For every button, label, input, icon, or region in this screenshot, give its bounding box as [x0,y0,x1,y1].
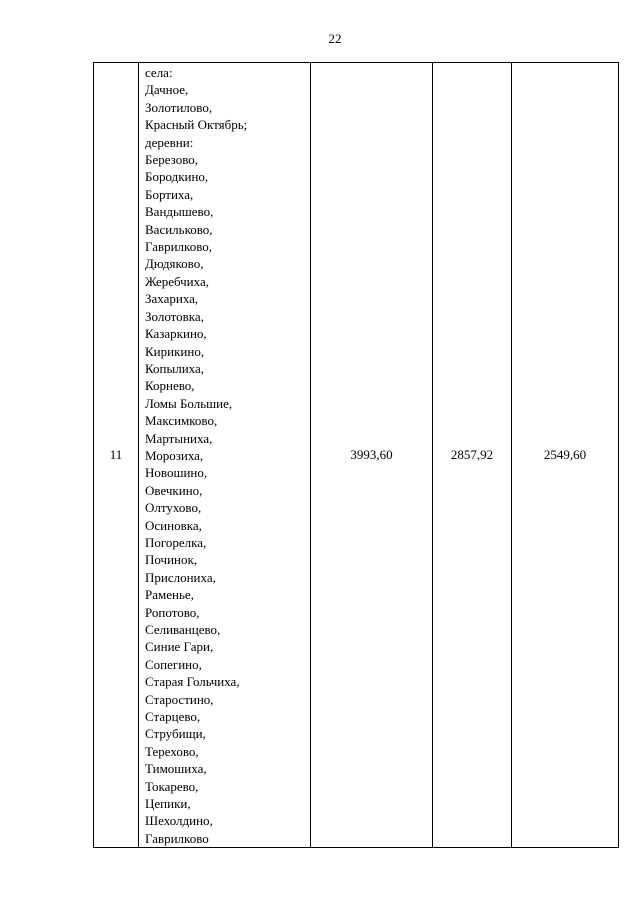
settlement-line: Осиновка, [145,517,202,533]
settlement-line: Ломы Большие, [145,395,233,411]
settlement-line: Вандышево, [145,204,214,220]
settlement-line: Бородкино, [145,169,209,185]
value-cell-3: 2549,60 [512,63,619,848]
settlement-line: Золотовка, [145,308,204,324]
value-cell-1: 3993,60 [311,63,433,848]
settlement-line: Терехово, [145,743,199,759]
settlements-cell [139,63,311,848]
settlement-line: Красный Октябрь; [145,117,248,133]
settlement-line: Дачное, [145,82,189,98]
settlement-line: Токарево, [145,778,199,794]
settlement-line: Кирикино, [145,343,205,359]
settlement-line: Гаврилково, [145,239,212,255]
settlement-line: Жеребчиха, [145,273,209,289]
settlement-line: Погорелка, [145,534,207,550]
row-number-cell: 11 [94,63,139,848]
settlement-line: Корнево, [145,378,195,394]
value-cell-2: 2857,92 [433,63,512,848]
table-row [94,63,619,848]
settlement-line: Ропотово, [145,604,200,620]
settlement-line: Прислониха, [145,569,216,585]
settlement-line: Починок, [145,552,198,568]
settlement-line: Раменье, [145,587,194,603]
settlement-line: Казаркино, [145,326,207,342]
settlement-line: села: [145,65,173,80]
tariff-table [93,62,619,848]
settlement-line: Овечкино, [145,482,203,498]
settlement-line: Старцево, [145,709,201,725]
settlement-line: Тимошиха, [145,761,207,777]
page-number: 22 [328,31,342,46]
settlement-line: Новошино, [145,465,208,481]
settlement-line: Захариха, [145,291,199,307]
settlement-line: Синие Гари, [145,639,214,655]
settlement-line: Золотилово, [145,99,213,115]
settlement-line: Старая Гольчиха, [145,674,240,690]
settlement-line: Сопегино, [145,656,202,672]
settlement-line: Шехолдино, [145,813,213,829]
settlement-line: Бортиха, [145,186,194,202]
settlement-line: Васильково, [145,221,213,237]
settlement-line: Дюдяково, [145,256,204,272]
settlement-line: Копылиха, [145,360,205,376]
settlement-line: Селиванцево, [145,622,221,637]
settlements-list [145,64,310,847]
settlement-line: Олтухово, [145,500,202,516]
settlement-line: Березово, [145,152,199,168]
settlement-line: деревни: [145,134,194,150]
settlement-line: Максимково, [145,413,218,429]
settlement-line: Цепики, [145,796,191,812]
settlement-line: Мартыниха, [145,430,213,446]
settlement-line: Морозиха, [145,447,204,463]
settlement-line: Гаврилково [145,830,209,846]
settlement-line: Струбищи, [145,726,206,742]
settlement-line: Старостино, [145,691,214,707]
